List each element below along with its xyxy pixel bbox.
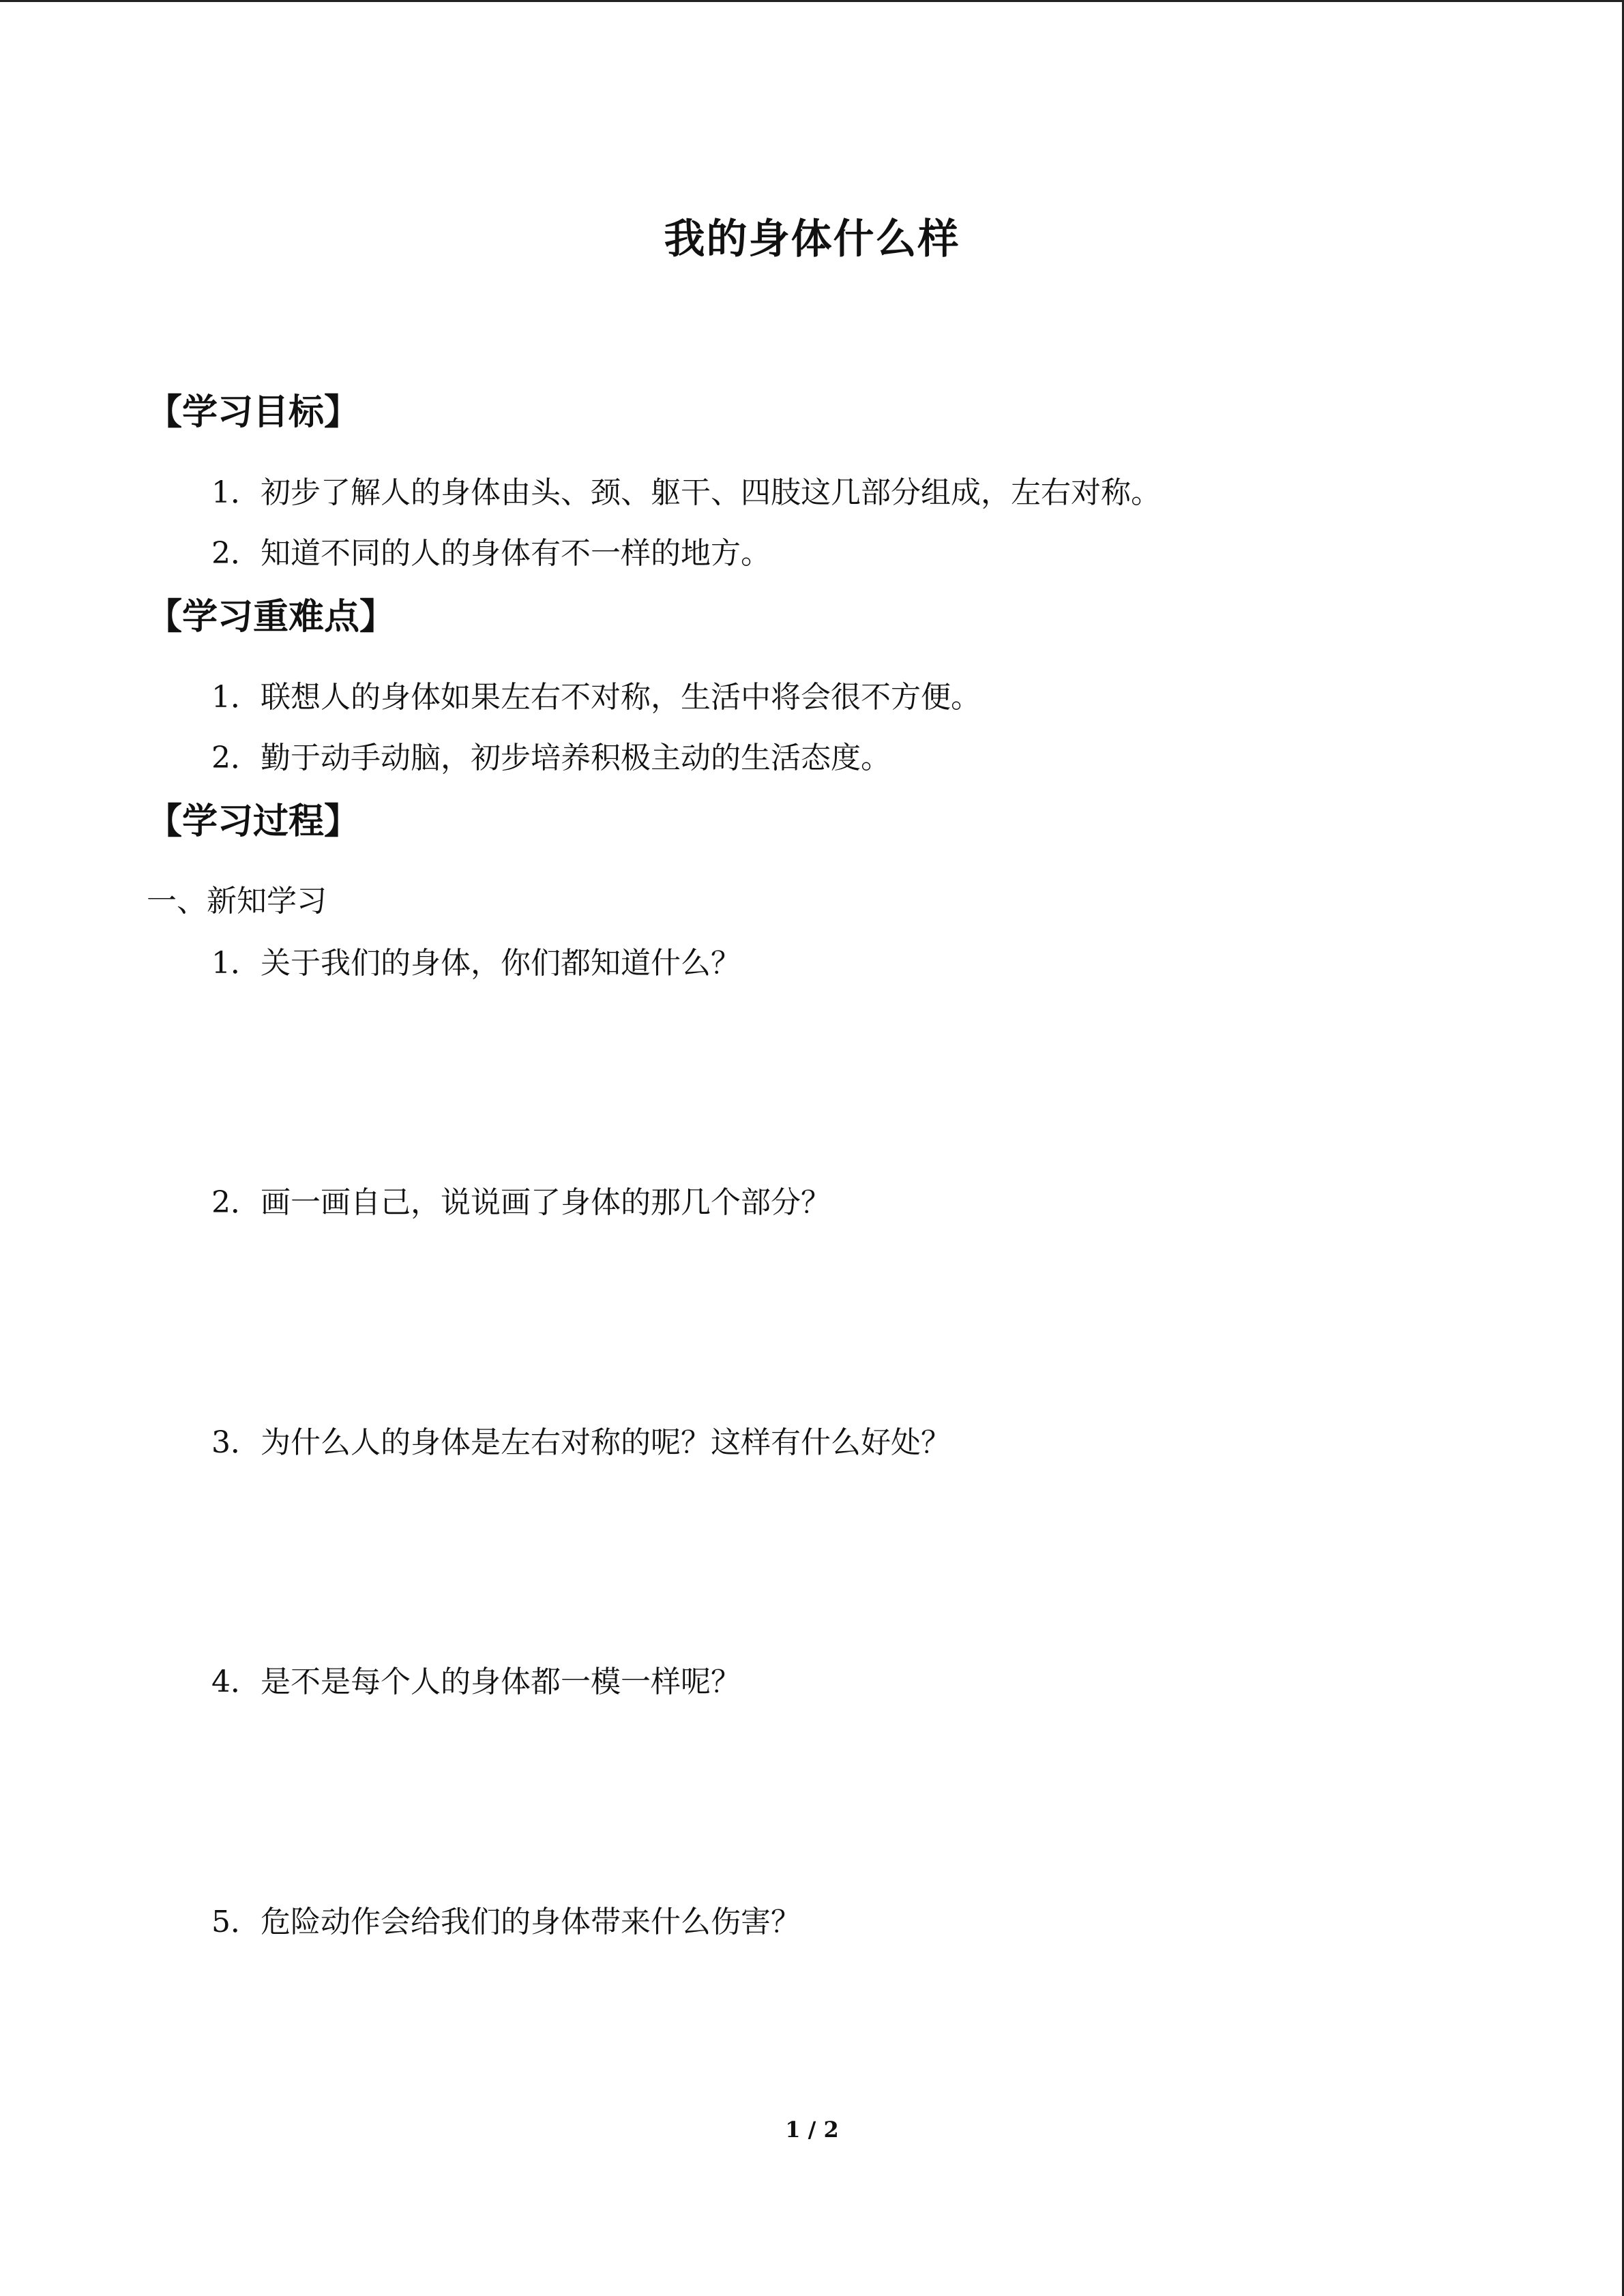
process-subheading: 一、新知学习 (147, 884, 327, 919)
question-5: 5．危险动作会给我们的身体带来什么伤害？ (211, 1905, 801, 1939)
page-number: 1 / 2 (785, 2117, 839, 2143)
key-point-item-1: 1．联想人的身体如果左右不对称，生活中将会很不方便。 (211, 680, 981, 715)
question-2: 2．画一画自己，说说画了身体的那几个部分？ (211, 1185, 831, 1220)
question-4: 4．是不是每个人的身体都一模一样呢？ (211, 1665, 741, 1699)
key-point-item-2: 2．勤于动手动脑，初步培养积极主动的生活态度。 (211, 741, 891, 775)
section-heading-goals: 【学习目标】 (147, 392, 360, 433)
goal-item-2: 2．知道不同的人的身体有不一样的地方。 (211, 536, 771, 571)
page-title: 我的身体什么样 (664, 215, 960, 263)
question-3: 3．为什么人的身体是左右对称的呢？这样有什么好处？ (211, 1425, 951, 1460)
goal-item-1: 1．初步了解人的身体由头、颈、躯干、四肢这几部分组成，左右对称。 (211, 475, 1161, 510)
question-1: 1．关于我们的身体，你们都知道什么？ (211, 946, 741, 981)
section-heading-key-points: 【学习重难点】 (147, 597, 396, 638)
section-heading-process: 【学习过程】 (147, 801, 360, 842)
